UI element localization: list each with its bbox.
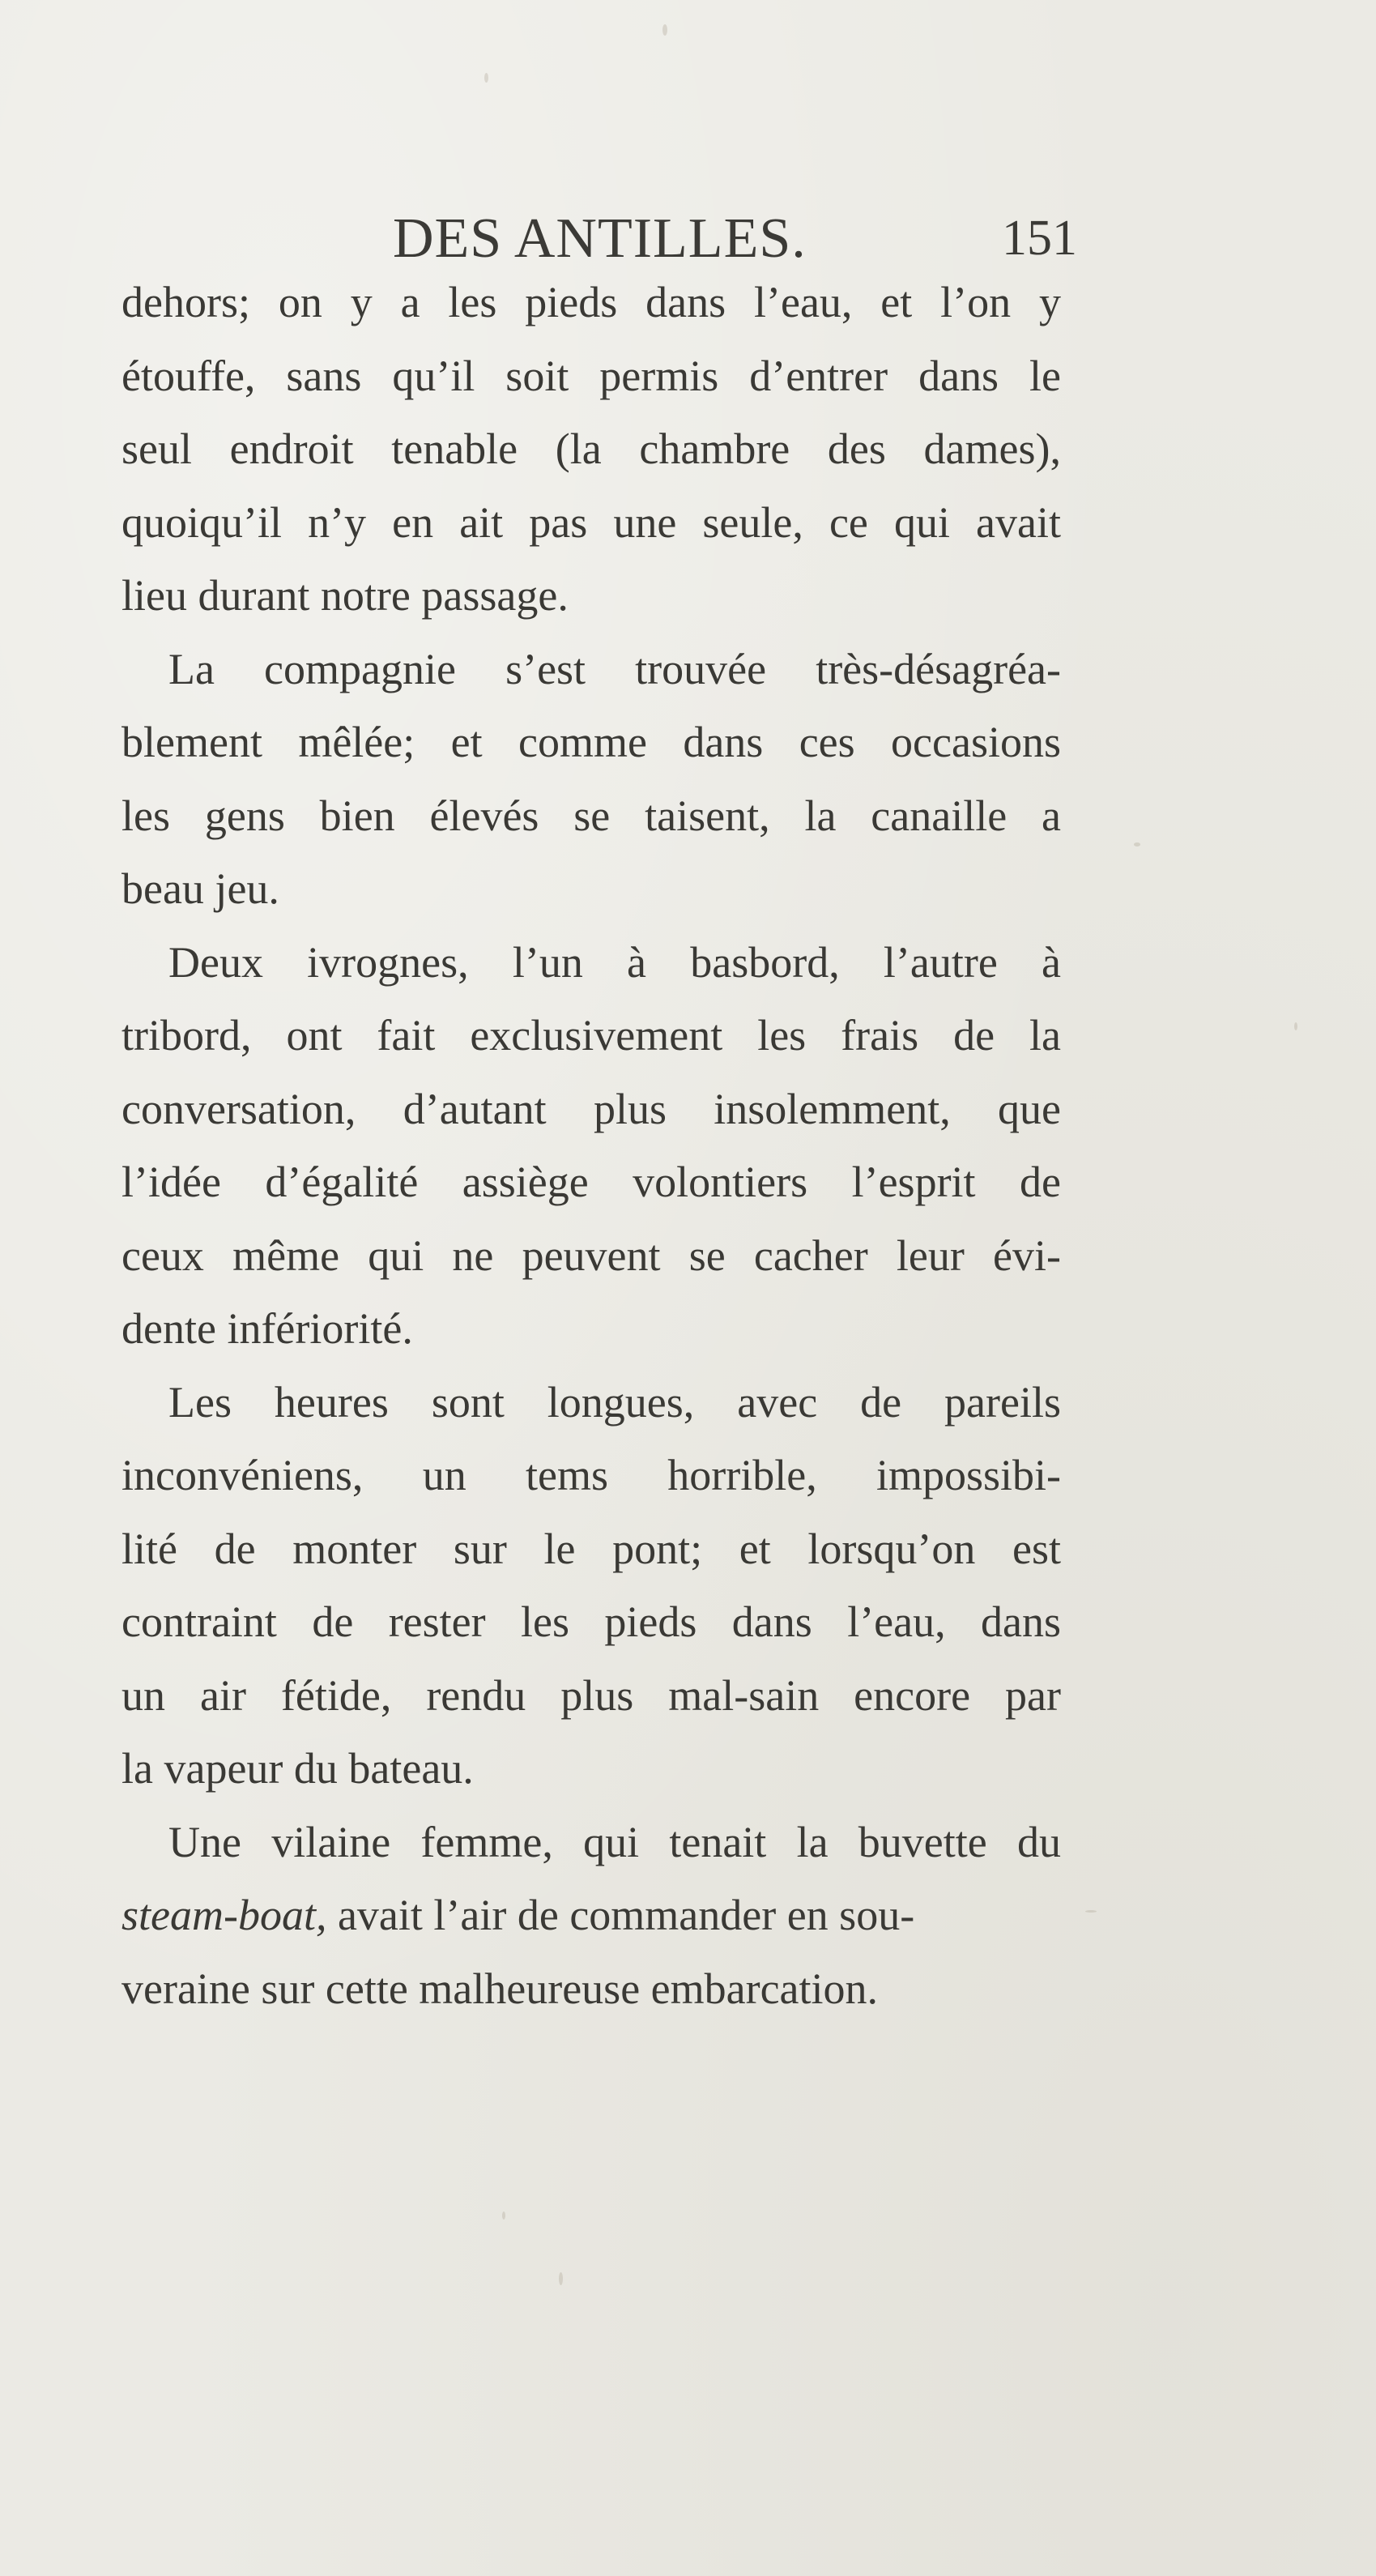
text-line: ceux même qui ne peuvent se cacher leur évi- — [121, 1230, 1061, 1280]
text-line: quoiqu’il n’y en ait pas une seule, ce qui avait — [121, 497, 1061, 547]
text-line: Une vilaine femme, qui tenait la buvette du — [168, 1817, 1061, 1866]
text-line: conversation, d’autant plus insolemment, que — [121, 1084, 1061, 1133]
foxing-spot — [1085, 1910, 1097, 1913]
foxing-spot — [1294, 1022, 1297, 1030]
text-line: Deux ivrognes, l’un à basbord, l’autre à — [168, 937, 1061, 987]
foxing-spot — [1134, 842, 1140, 847]
text-line: inconvéniens, un tems horrible, impossibi- — [121, 1451, 1061, 1499]
text-line-remainder: avait l’air de commander en sou- — [326, 1891, 915, 1939]
text-line-with-italic — [121, 1879, 1061, 1952]
text-line: veraine sur cette malheureuse embarcation. — [121, 1964, 879, 2013]
text-line: un air fétide, rendu plus mal-sain encore par — [121, 1670, 1061, 1720]
foxing-spot — [484, 73, 488, 83]
text-line: seul endroit tenable (la chambre des dames), — [121, 424, 1061, 473]
foxing-spot — [502, 2211, 505, 2220]
italic-phrase: steam-boat, — [121, 1891, 327, 1939]
foxing-spot — [559, 2272, 563, 2285]
text-line: dehors; on y a les pieds dans l’eau, et l’on y — [121, 278, 1061, 326]
text-line: tribord, ont fait exclusivement les frais de la — [121, 1011, 1061, 1060]
text-line: La compagnie s’est trouvée très-désagréa- — [168, 644, 1061, 693]
text-line: l’idée d’égalité assiège volontiers l’esprit de — [121, 1158, 1061, 1206]
text-line: blement mêlée; et comme dans ces occasions — [121, 718, 1061, 766]
running-head — [121, 207, 1077, 271]
text-line: étouffe, sans qu’il soit permis d’entrer dans le — [121, 351, 1061, 400]
text-line: contraint de rester les pieds dans l’eau, dans — [121, 1597, 1061, 1646]
page-number: 151 — [1002, 211, 1077, 266]
text-line: les gens bien élevés se taisent, la canaille a — [121, 791, 1061, 840]
text-line: lieu durant notre passage. — [121, 571, 569, 620]
running-head-title: DES ANTILLES. — [393, 207, 807, 270]
text-line: beau jeu. — [121, 864, 279, 913]
text-line: Les heures sont longues, avec de pareils — [168, 1377, 1061, 1427]
text-line: dente infériorité. — [121, 1304, 413, 1353]
body-text — [121, 266, 1061, 2025]
text-line: la vapeur du bateau. — [121, 1744, 474, 1793]
foxing-spot — [662, 24, 667, 36]
text-line: lité de monter sur le pont; et lorsqu’on est — [121, 1524, 1061, 1573]
